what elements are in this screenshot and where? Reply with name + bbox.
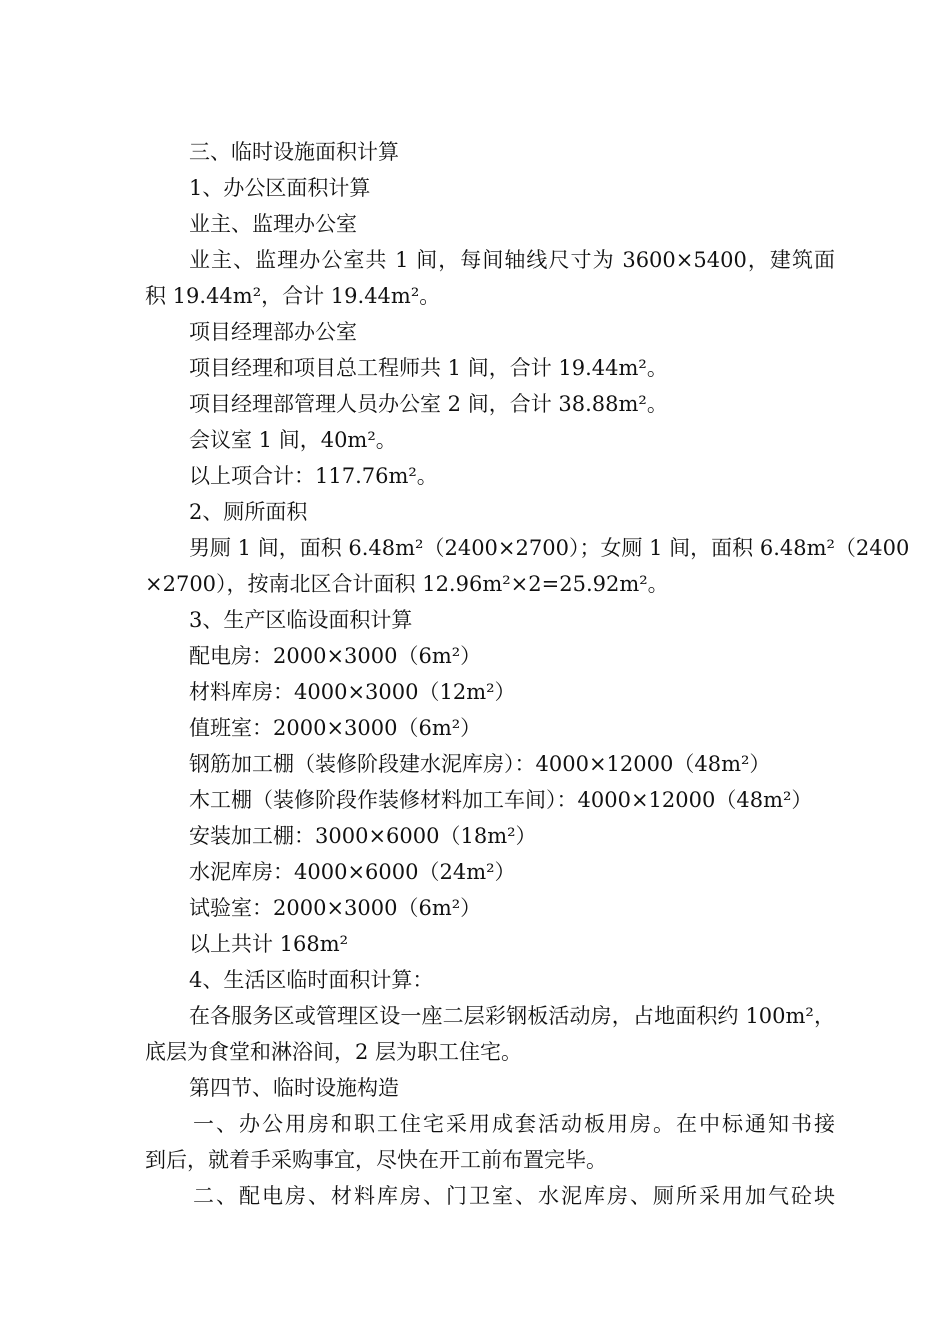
list-item: 木工棚（装修阶段作装修材料加工车间）：4000×12000（48m²） bbox=[189, 788, 813, 812]
paragraph-line: 项目经理和项目总工程师共 1 间，合计 19.44m²。 bbox=[189, 356, 668, 380]
list-item: 钢筋加工棚（装修阶段建水泥库房）：4000×12000（48m²） bbox=[189, 752, 771, 776]
list-item: 试验室：2000×3000（6m²） bbox=[189, 896, 482, 920]
item-heading: 业主、监理办公室 bbox=[189, 212, 357, 236]
section-heading: 三、临时设施面积计算 bbox=[189, 140, 399, 164]
subsection-heading: 2、厕所面积 bbox=[189, 500, 308, 524]
paragraph-line: 男厕 1 间，面积 6.48m²（2400×2700）；女厕 1 间，面积 6.48m²（2400 bbox=[189, 536, 910, 560]
paragraph-line: 一、办公用房和职工住宅采用成套活动板用房。在中标通知书接 bbox=[193, 1112, 835, 1136]
paragraph-line: ×2700），按南北区合计面积 12.96m²×2=25.92m²。 bbox=[145, 572, 669, 596]
list-item: 以上共计 168m² bbox=[189, 932, 349, 956]
paragraph-line: 到后，就着手采购事宜，尽快在开工前布置完毕。 bbox=[145, 1148, 607, 1172]
paragraph-line: 在各服务区或管理区设一座二层彩钢板活动房，占地面积约 100m²， bbox=[189, 1004, 835, 1028]
paragraph-line: 二、配电房、材料库房、门卫室、水泥库房、厕所采用加气砼块 bbox=[193, 1184, 835, 1208]
list-item: 配电房：2000×3000（6m²） bbox=[189, 644, 482, 668]
subsection-heading: 1、办公区面积计算 bbox=[189, 176, 371, 200]
paragraph-line: 项目经理部管理人员办公室 2 间，合计 38.88m²。 bbox=[189, 392, 668, 416]
list-item: 值班室：2000×3000（6m²） bbox=[189, 716, 482, 740]
paragraph-line: 积 19.44m²，合计 19.44m²。 bbox=[145, 284, 441, 308]
paragraph-line: 业主、监理办公室共 1 间，每间轴线尺寸为 3600×5400，建筑面 bbox=[189, 248, 835, 272]
list-item: 材料库房：4000×3000（12m²） bbox=[189, 680, 516, 704]
list-item: 安装加工棚：3000×6000（18m²） bbox=[189, 824, 537, 848]
paragraph-line: 以上项合计：117.76m²。 bbox=[189, 464, 438, 488]
paragraph-line: 会议室 1 间，40m²。 bbox=[189, 428, 397, 452]
section-heading: 第四节、临时设施构造 bbox=[189, 1076, 399, 1100]
item-heading: 项目经理部办公室 bbox=[189, 320, 357, 344]
document-body bbox=[145, 134, 910, 1214]
list-item: 水泥库房：4000×6000（24m²） bbox=[189, 860, 516, 884]
subsection-heading: 3、生产区临设面积计算 bbox=[189, 608, 413, 632]
paragraph-line: 底层为食堂和淋浴间，2 层为职工住宅。 bbox=[145, 1040, 523, 1064]
subsection-heading: 4、生活区临时面积计算： bbox=[189, 968, 434, 992]
